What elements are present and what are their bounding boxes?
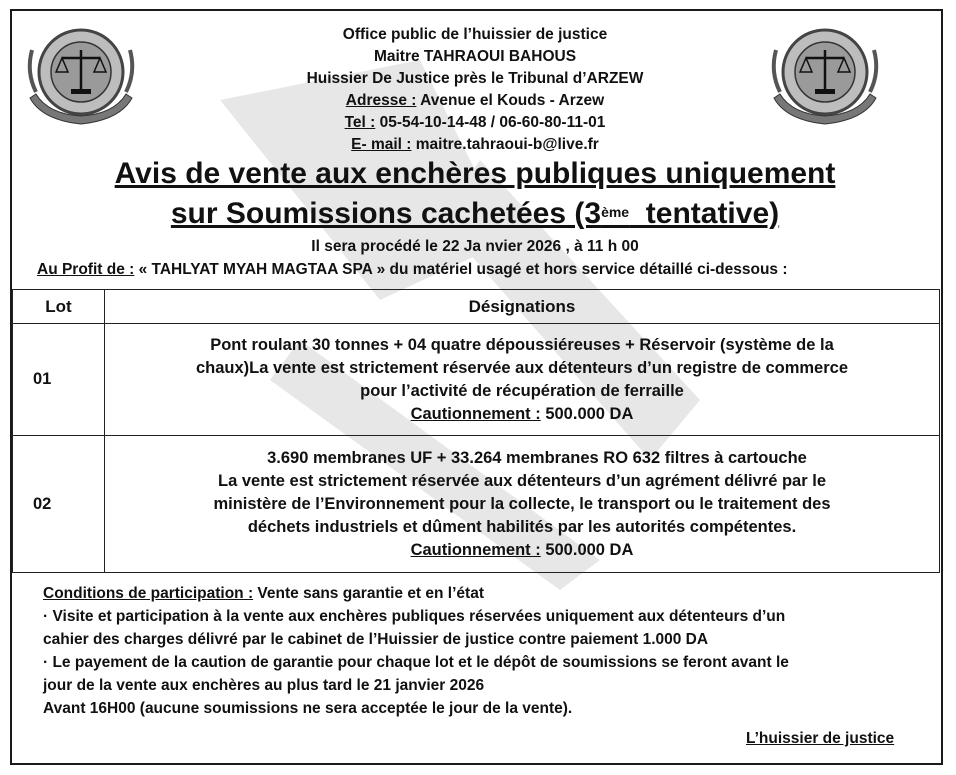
caution-line (106, 403, 938, 426)
tel-line (0, 112, 950, 134)
profit-label: Au Profit de : (37, 261, 135, 278)
designation-line: déchets industriels et dûment habilités par les autorités compétentes. (247, 517, 797, 536)
court-line: Huissier De Justice près le Tribunal d’ARZEW (306, 70, 644, 87)
caution-label: Cautionnement : (410, 540, 541, 559)
table-row (13, 436, 940, 573)
address-line (0, 90, 950, 112)
email-value: maitre.tahraoui-b@live.fr (411, 136, 599, 153)
caution-value: 500.000 DA (540, 540, 634, 559)
designation-line: ministère de l’Environnement pour la collecte, le transport ou le traitement des (213, 494, 831, 513)
conditions-label: Conditions de participation : (43, 585, 254, 602)
tel-label: Tel : (344, 114, 376, 131)
designation-header: Désignations (105, 290, 940, 324)
condition-line: cahier des charges délivré par le cabinet de l’Huissier de justice contre paiement 1.000 DA (43, 631, 709, 648)
lot-designation (105, 324, 940, 436)
caution-line (106, 539, 938, 562)
designation-line: 3.690 membranes UF + 33.264 membranes RO 632 filtres à cartouche (267, 448, 807, 467)
table-header-row (13, 290, 940, 324)
designation-line: La vente est strictement réservée aux détenteurs d’un agrément délivré par le (218, 471, 826, 490)
email-line (0, 134, 950, 156)
lot-number: 02 (13, 436, 105, 573)
lot-designation (105, 436, 940, 573)
notice-title-line2 (0, 195, 950, 233)
lot-header: Lot (13, 290, 105, 324)
conditions-title (43, 582, 933, 605)
designation-line: Pont roulant 30 tonnes + 04 quatre dépoussiéreuses + Réservoir (système de la (210, 335, 834, 354)
designation-line: pour l’activité de récupération de ferraille (360, 381, 684, 400)
title-line2-post: tentative) (629, 197, 780, 230)
condition-line: · Visite et participation à la vente aux enchères publiques réservées uniquement aux détenteurs d’un (43, 608, 786, 625)
caution-label: Cautionnement : (410, 404, 541, 423)
address-value: Avenue el Kouds - Arzew (416, 92, 605, 109)
bailiff-name: Maitre TAHRAOUI BAHOUS (373, 48, 577, 65)
designation-line: chaux)La vente est strictement réservée aux détenteurs d’un registre de commerce (195, 358, 849, 377)
date-line: Il sera procédé le 22 Ja nvier 2026 , à 11 h 00 (311, 238, 639, 255)
profit-text: « TAHLYAT MYAH MAGTAA SPA » du matériel usagé et hors service détaillé ci-dessous : (134, 261, 788, 278)
condition-line: Avant 16H00 (aucune soumissions ne sera acceptée le jour de la vente). (43, 700, 573, 717)
signature: L’huissier de justice (746, 730, 895, 747)
conditions-label-rest: Vente sans garantie et en l’état (253, 585, 484, 602)
email-label: E- mail : (351, 136, 412, 153)
table-row (13, 324, 940, 436)
condition-line: jour de la vente aux enchères au plus tard le 21 janvier 2026 (43, 677, 485, 694)
notice-title-line1: Avis de vente aux enchères publiques uniquement (114, 157, 836, 190)
condition-line: · Le payement de la caution de garantie pour chaque lot et le dépôt de soumissions se feront avant le (43, 654, 789, 671)
profit-line (37, 260, 788, 280)
title-line2-sup: ème (601, 204, 630, 220)
lot-number: 01 (13, 324, 105, 436)
title-line2-pre: sur Soumissions cachetées (3 (170, 197, 602, 230)
tel-value: 05-54-10-14-48 / 06-60-80-11-01 (375, 114, 606, 131)
office-title: Office public de l’huissier de justice (342, 26, 608, 43)
caution-value: 500.000 DA (540, 404, 634, 423)
address-label: Adresse : (345, 92, 417, 109)
lots-table (12, 289, 940, 573)
